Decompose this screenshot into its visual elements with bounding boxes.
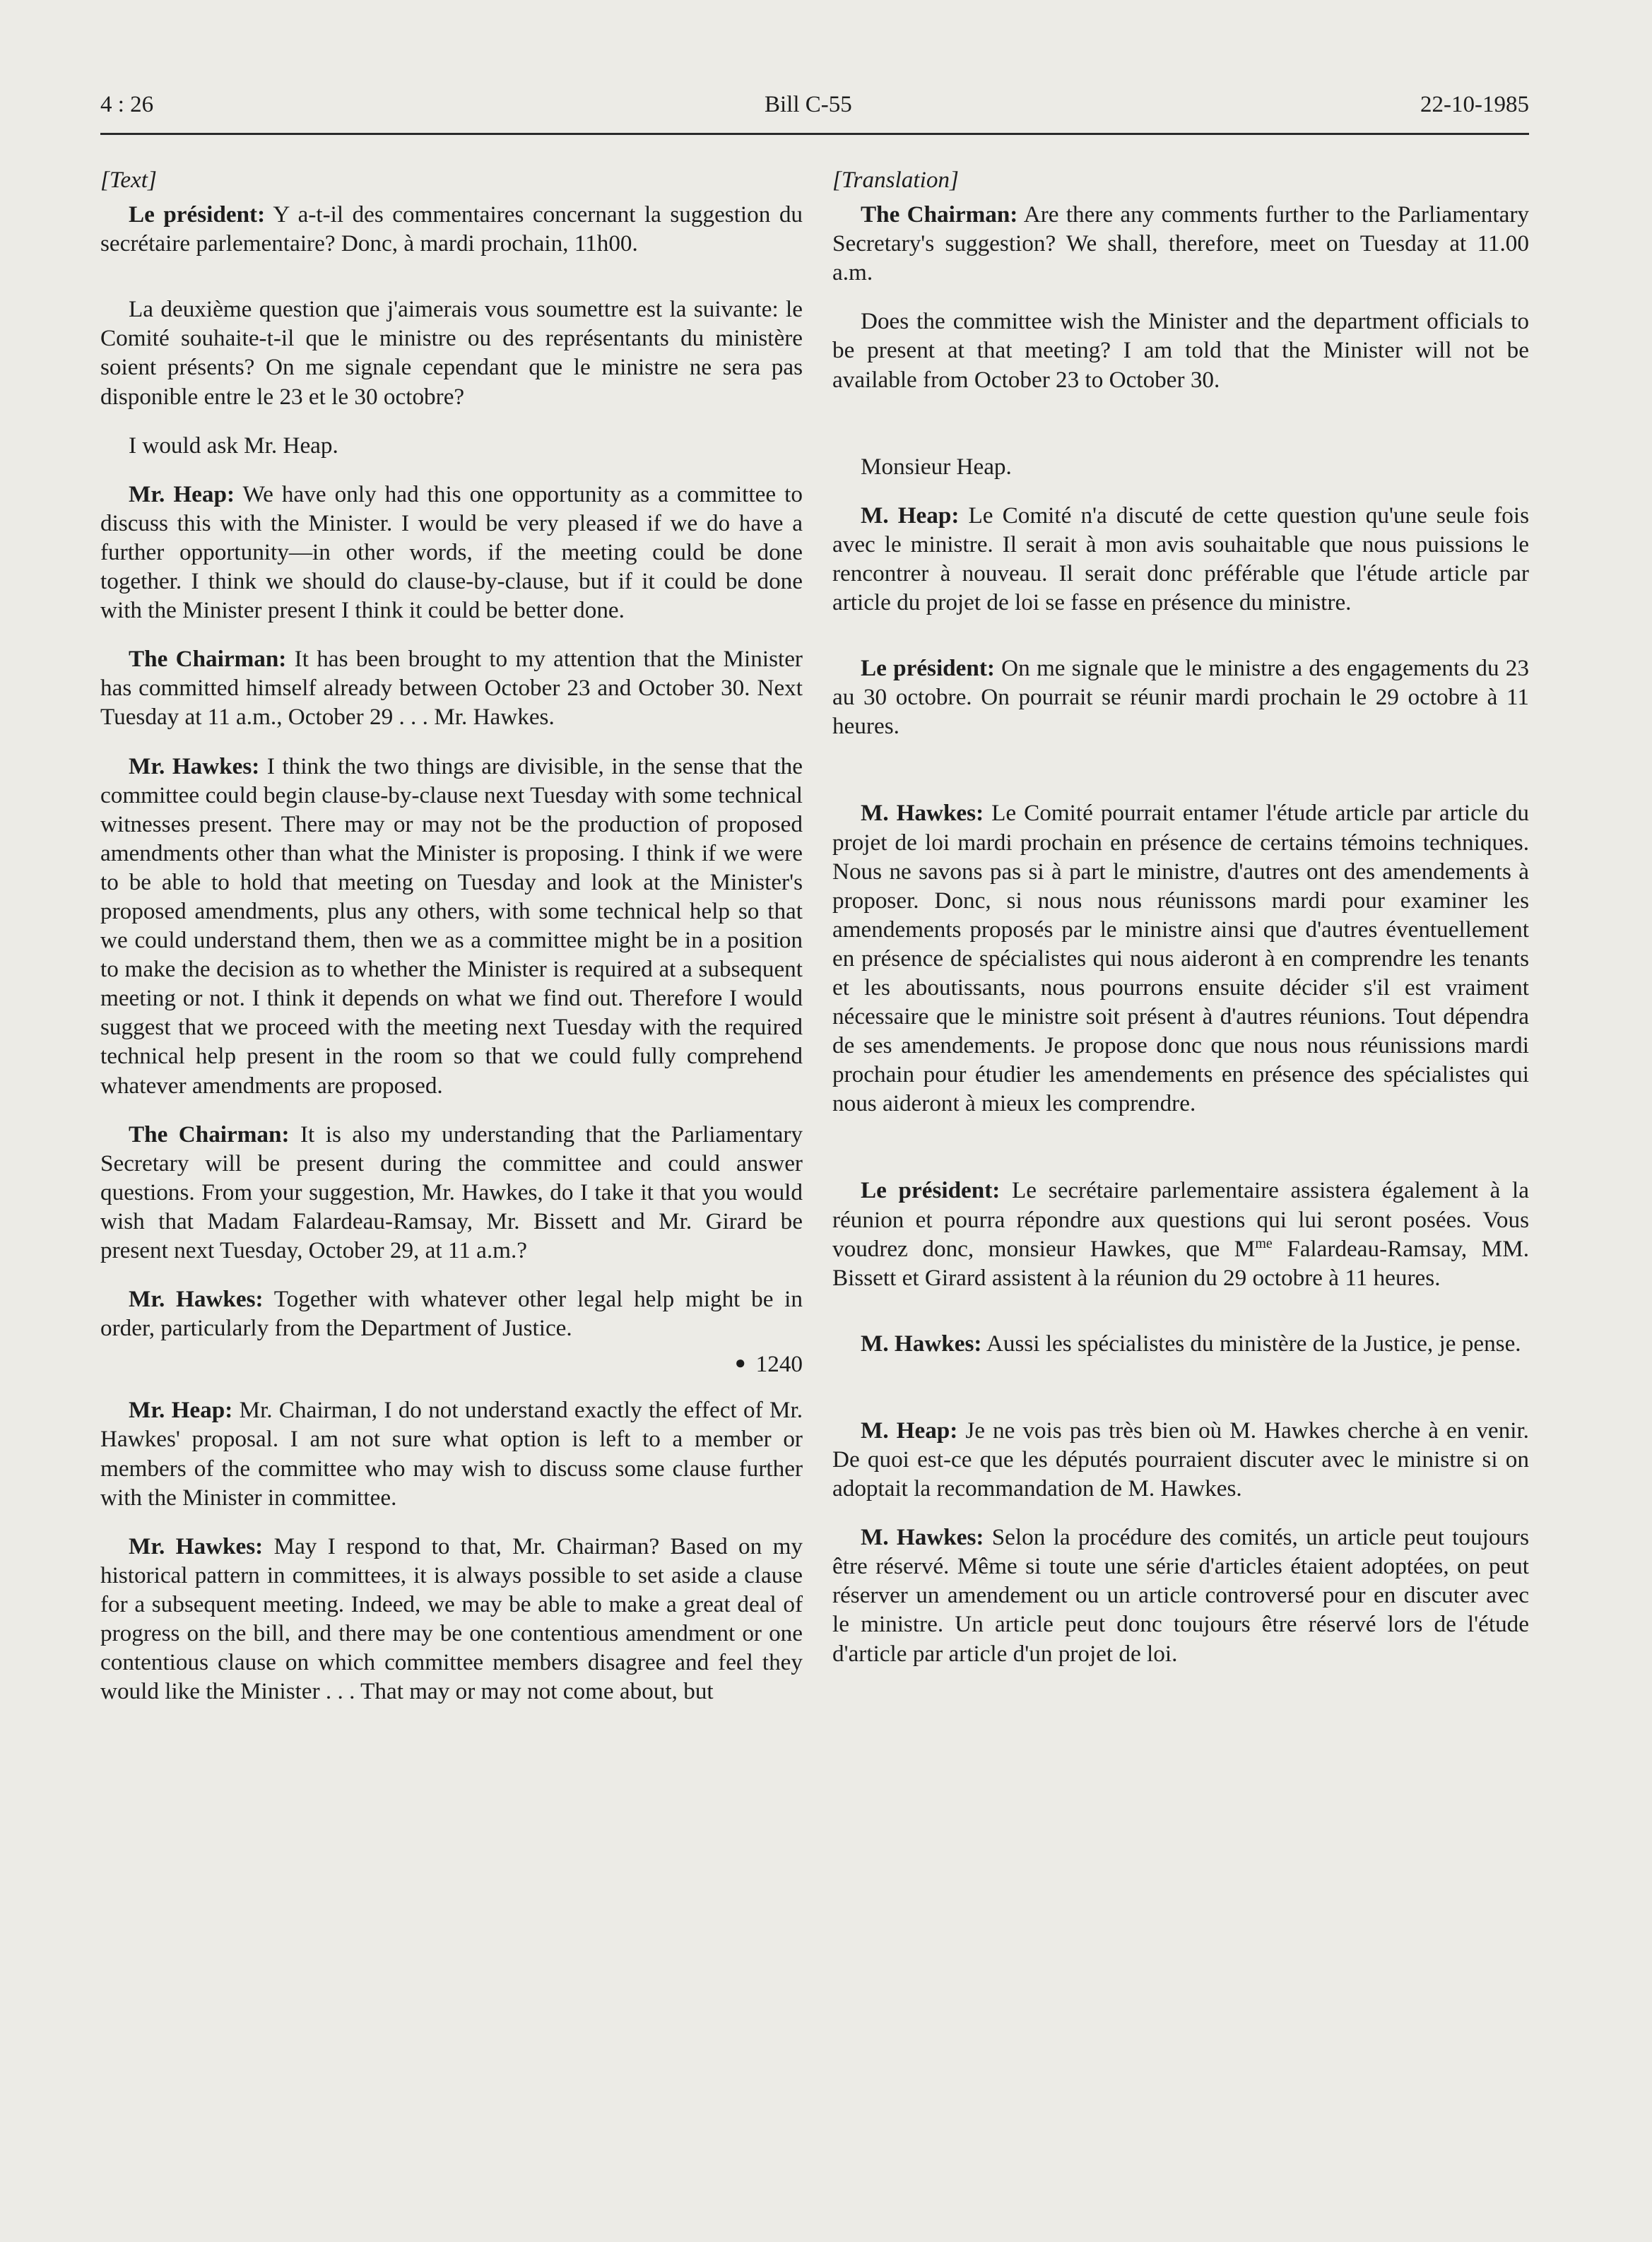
speaker-name: M. Hawkes: [861, 1524, 984, 1551]
paragraph [832, 798, 1529, 1118]
speaker-name: The Chairman: [129, 646, 287, 673]
speech-text: Le secrétaire parlementaire assistera également à la réunion et pourra répondre aux questions qui lui seront posées. Vous voudrez donc, monsieur Hawkes, que M [832, 1177, 1529, 1262]
time-value: 1240 [755, 1351, 803, 1378]
speech-text: La deuxième question que j'aimerais vous soumettre est la suivante: le Comité souhaite-t-il que le ministre ou des représentants du ministère soient présents? On me signale cependant que le ministre ne sera pas disponible entre le 23 et le 30 octobre? [100, 296, 803, 410]
paragraph [832, 1329, 1529, 1358]
speaker-name: Mr. Heap: [129, 1397, 233, 1424]
time-marker [100, 1350, 803, 1380]
paragraph [100, 1120, 803, 1265]
column-label: [Text] [100, 167, 157, 193]
speaker-name: The Chairman: [861, 201, 1018, 228]
paragraph [832, 1176, 1529, 1292]
speech-text: Monsieur Heap. [861, 453, 1012, 480]
paragraph [100, 1532, 803, 1706]
paragraph [100, 431, 803, 460]
speech-text: Falardeau-Ramsay, MM. Bissett et Girard assistent à la réunion du 29 octobre à 11 heures. [832, 1235, 1530, 1291]
speech-text: Aussi les spécialistes du ministère de la Justice, je pense. [981, 1330, 1521, 1357]
speaker-name: Mr. Hawkes: [129, 1533, 264, 1559]
speech-text: Mr. Chairman, I do not understand exactly the effect of Mr. Hawkes' proposal. I am not sure what option is left to a member or members of the committee who may wish to discuss some clause further with the Minister in committee. [100, 1397, 803, 1511]
speech-text: Are there any comments further to the Parliamentary Secretary's suggestion? We shall, therefore, meet on Tuesday at 11.00 a.m. [832, 201, 1529, 286]
speech-text: Together with whatever other legal help might be in order, particularly from the Department of Justice. [100, 1286, 803, 1342]
speech-text: It is also my understanding that the Parliamentary Secretary will be present during the committee and could answer questions. From your suggestion, Mr. Hawkes, do I take it that you would wish that Madam Falardeau-Ramsay, Mr. Bissett and Mr. Girard be present next Tuesday, October 29, at 11 a.m.? [100, 1121, 803, 1263]
speech-text: I think the two things are divisible, in the sense that the committee could begin clause-by-clause next Tuesday with some technical witnesses present. There may or may not be the production of proposed amendments other than what the Minister is proposing. I think if we were to be able to hold that meeting on Tuesday and look at the Minister's proposed amendments, plus any others, with some technical help so that we could understand them, then we as a committee might be in a position to make the decision as to whether the Minister is required at a subsequent meeting or not. I think it depends on what we find out. Therefore I would suggest that we proceed with the meeting next Tuesday with the required technical help present in the room so that we could fully comprehend whatever amendments are proposed. [100, 753, 803, 1099]
left-column [100, 165, 803, 1725]
speaker-name: Mr. Hawkes: [129, 1286, 264, 1313]
speaker-name: Mr. Hawkes: [129, 753, 260, 779]
speech-text: We have only had this one opportunity as a committee to discuss this with the Minister. I would be very pleased if we do have a further opportunity—in other words, if the meeting could be done together. I think we should do clause-by-clause, but if it could be done with the Minister present I think it could be better done. [100, 480, 803, 624]
speaker-name: M. Heap: [861, 502, 960, 529]
speaker-name: Le président: [129, 201, 266, 228]
speech-text: Je ne vois pas très bien où M. Hawkes cherche à en venir. De quoi est-ce que les députés pourraient discuter avec le ministre si on adoptait la recommandation de M. Hawkes. [832, 1417, 1529, 1502]
page-header [100, 90, 1529, 135]
speech-text: Le Comité n'a discuté de cette question qu'une seule fois avec le ministre. Il serait à mon avis souhaitable que nous puissions le rencontrer à nouveau. Il serait donc préférable que l'étude article par article du projet de loi se fasse en présence du ministre. [832, 502, 1529, 616]
superscript: me [1255, 1235, 1273, 1251]
speaker-name: Le président: [861, 1177, 1001, 1204]
paragraph [100, 752, 803, 1100]
speech-text: On me signale que le ministre a des engagements du 23 au 30 octobre. On pourrait se réunir mardi prochain le 29 octobre à 11 heures. [832, 655, 1529, 740]
paragraph [832, 452, 1529, 481]
paragraph [100, 1396, 803, 1511]
paragraph [100, 295, 803, 411]
speech-text: May I respond to that, Mr. Chairman? Based on my historical pattern in committees, it is always possible to set aside a clause for a subsequent meeting. Indeed, we may be able to make a great deal of progress on the bill, and there may be one contentious amendment or one contentious clause on which committee members disagree and feel they would like the Minister . . . That may or may not come about, but [100, 1533, 803, 1705]
paragraph [100, 200, 803, 258]
speaker-name: The Chairman: [129, 1121, 290, 1147]
page-number: 4 : 26 [100, 92, 154, 117]
paragraph [832, 200, 1529, 287]
speech-text: Does the committee wish the Minister and the department officials to be present at that meeting? I am told that the Minister will not be available from October 23 to October 30. [832, 308, 1529, 393]
paragraph [100, 644, 803, 731]
speech-text: Y a-t-il des commentaires concernant la suggestion du secrétaire parlementaire? Donc, à mardi prochain, 11h00. [100, 201, 803, 257]
paragraph [832, 307, 1529, 394]
right-column [832, 165, 1529, 1688]
speech-text: It has been brought to my attention that the Minister has committed himself already between October 23 and October 30. Next Tuesday at 11 a.m., October 29 . . . Mr. Hawkes. [100, 646, 803, 731]
speech-text: Selon la procédure des comités, un article peut toujours être réservé. Même si toute une série d'articles étaient adoptées, on peut réserver un amendement ou un article controversé pour en discuter avec le ministre. Un article peut donc toujours être réservé lors de l'étude d'article par article d'un projet de loi. [832, 1524, 1529, 1667]
bullet-icon: ● [734, 1352, 746, 1374]
paragraph [832, 1523, 1529, 1668]
column-label: [Translation] [832, 167, 959, 193]
speaker-name: Mr. Heap: [129, 480, 235, 507]
page-date: 22-10-1985 [1420, 92, 1529, 117]
paragraph [832, 1416, 1529, 1503]
paragraph [832, 654, 1529, 741]
speaker-name: M. Hawkes: [861, 800, 984, 827]
paragraph [100, 480, 803, 625]
speaker-name: M. Heap: [861, 1417, 958, 1444]
speaker-name: Le président: [861, 655, 995, 682]
paragraph [100, 1285, 803, 1343]
speech-text: I would ask Mr. Heap. [129, 432, 338, 459]
paragraph [832, 501, 1529, 617]
speech-text: Le Comité pourrait entamer l'étude article par article du projet de loi mardi prochain en présence de certains témoins techniques. Nous ne savons pas si à part le ministre, d'autres ont des amendements à proposer. Donc, si nous nous réunissons mardi pour examiner les amendements proposés par le ministre ainsi que d'autres éventuellement en présence de spécialistes qui nous aideront à en comprendre les tenants et les aboutissants, nous pourrons ensuite décider s'il est vraiment nécessaire que le ministre soit présent à d'autres réunions. Tout dépendra de ses amendements. Je propose donc que nous nous réunissions mardi prochain pour étudier les amendements en présence des spécialistes qui nous aideront à mieux les comprendre. [832, 800, 1529, 1117]
speaker-name: M. Hawkes: [861, 1330, 982, 1357]
bill-title: Bill C-55 [765, 92, 852, 117]
